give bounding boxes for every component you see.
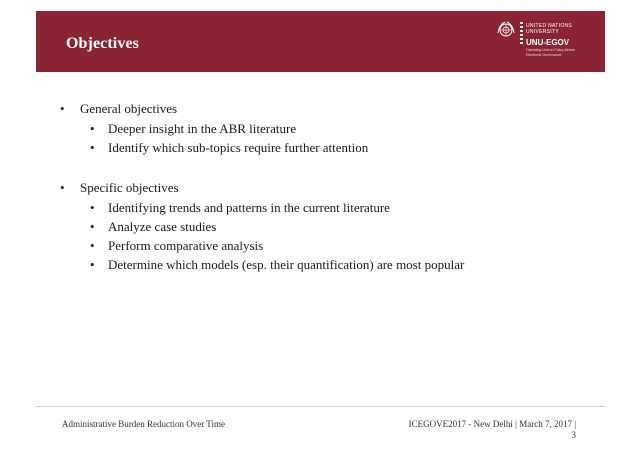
title-banner — [36, 11, 605, 72]
bullet-icon: • — [90, 238, 95, 253]
slide-title: Objectives — [66, 35, 139, 52]
bullet-icon: • — [90, 200, 95, 215]
sub-bullet-label: Analyze case studies — [108, 219, 217, 234]
logo-text — [526, 23, 575, 57]
bullet-icon: • — [90, 121, 95, 136]
sub-bullet-label: Deeper insight in the ABR literature — [108, 121, 297, 136]
bullet-icon: • — [60, 180, 65, 195]
bullet-label: General objectives — [80, 101, 178, 116]
logo-line-1: UNITED NATIONS — [526, 23, 573, 29]
sub-bullet-item — [60, 255, 580, 274]
page-number: 3 — [571, 430, 576, 440]
bullet-icon: • — [90, 140, 95, 155]
sub-bullet-item — [60, 217, 580, 236]
unu-egov-logo — [496, 18, 600, 66]
bullet-icon: • — [60, 101, 65, 116]
logo-line-2: UNIVERSITY — [526, 29, 560, 35]
footer-divider — [36, 406, 605, 407]
logo-line-5: Electronic Governance — [526, 52, 562, 57]
bullet-icon: • — [90, 257, 95, 272]
sub-bullet-item — [60, 198, 580, 217]
bullet-item — [60, 99, 580, 119]
logo-line-3: UNU-EGOV — [526, 38, 570, 47]
footer-presentation-title: Administrative Burden Reduction Over Time — [62, 419, 225, 429]
sub-bullet-item — [60, 236, 580, 255]
bullet-item — [60, 178, 580, 198]
sub-bullet-item — [60, 138, 580, 157]
sub-bullet-label: Identifying trends and patterns in the current literature — [108, 200, 390, 215]
sub-bullet-label: Identify which sub-topics require further attention — [108, 140, 369, 155]
bullet-icon: • — [90, 219, 95, 234]
footer-event-info: ICEGOVE2017 - New Delhi | March 7, 2017 | — [408, 419, 576, 429]
bullet-content — [60, 99, 580, 295]
sub-bullet-label: Perform comparative analysis — [108, 238, 264, 253]
logo-line-4: Operating Unit on Policy-Driven — [526, 48, 576, 52]
objective-group-general — [60, 99, 580, 157]
objective-group-specific — [60, 178, 580, 274]
bullet-label: Specific objectives — [80, 180, 179, 195]
un-emblem-icon — [496, 20, 516, 40]
sub-bullet-label: Determine which models (esp. their quantification) are most popular — [108, 257, 465, 272]
logo-bars-icon — [520, 22, 523, 46]
sub-bullet-item — [60, 119, 580, 138]
